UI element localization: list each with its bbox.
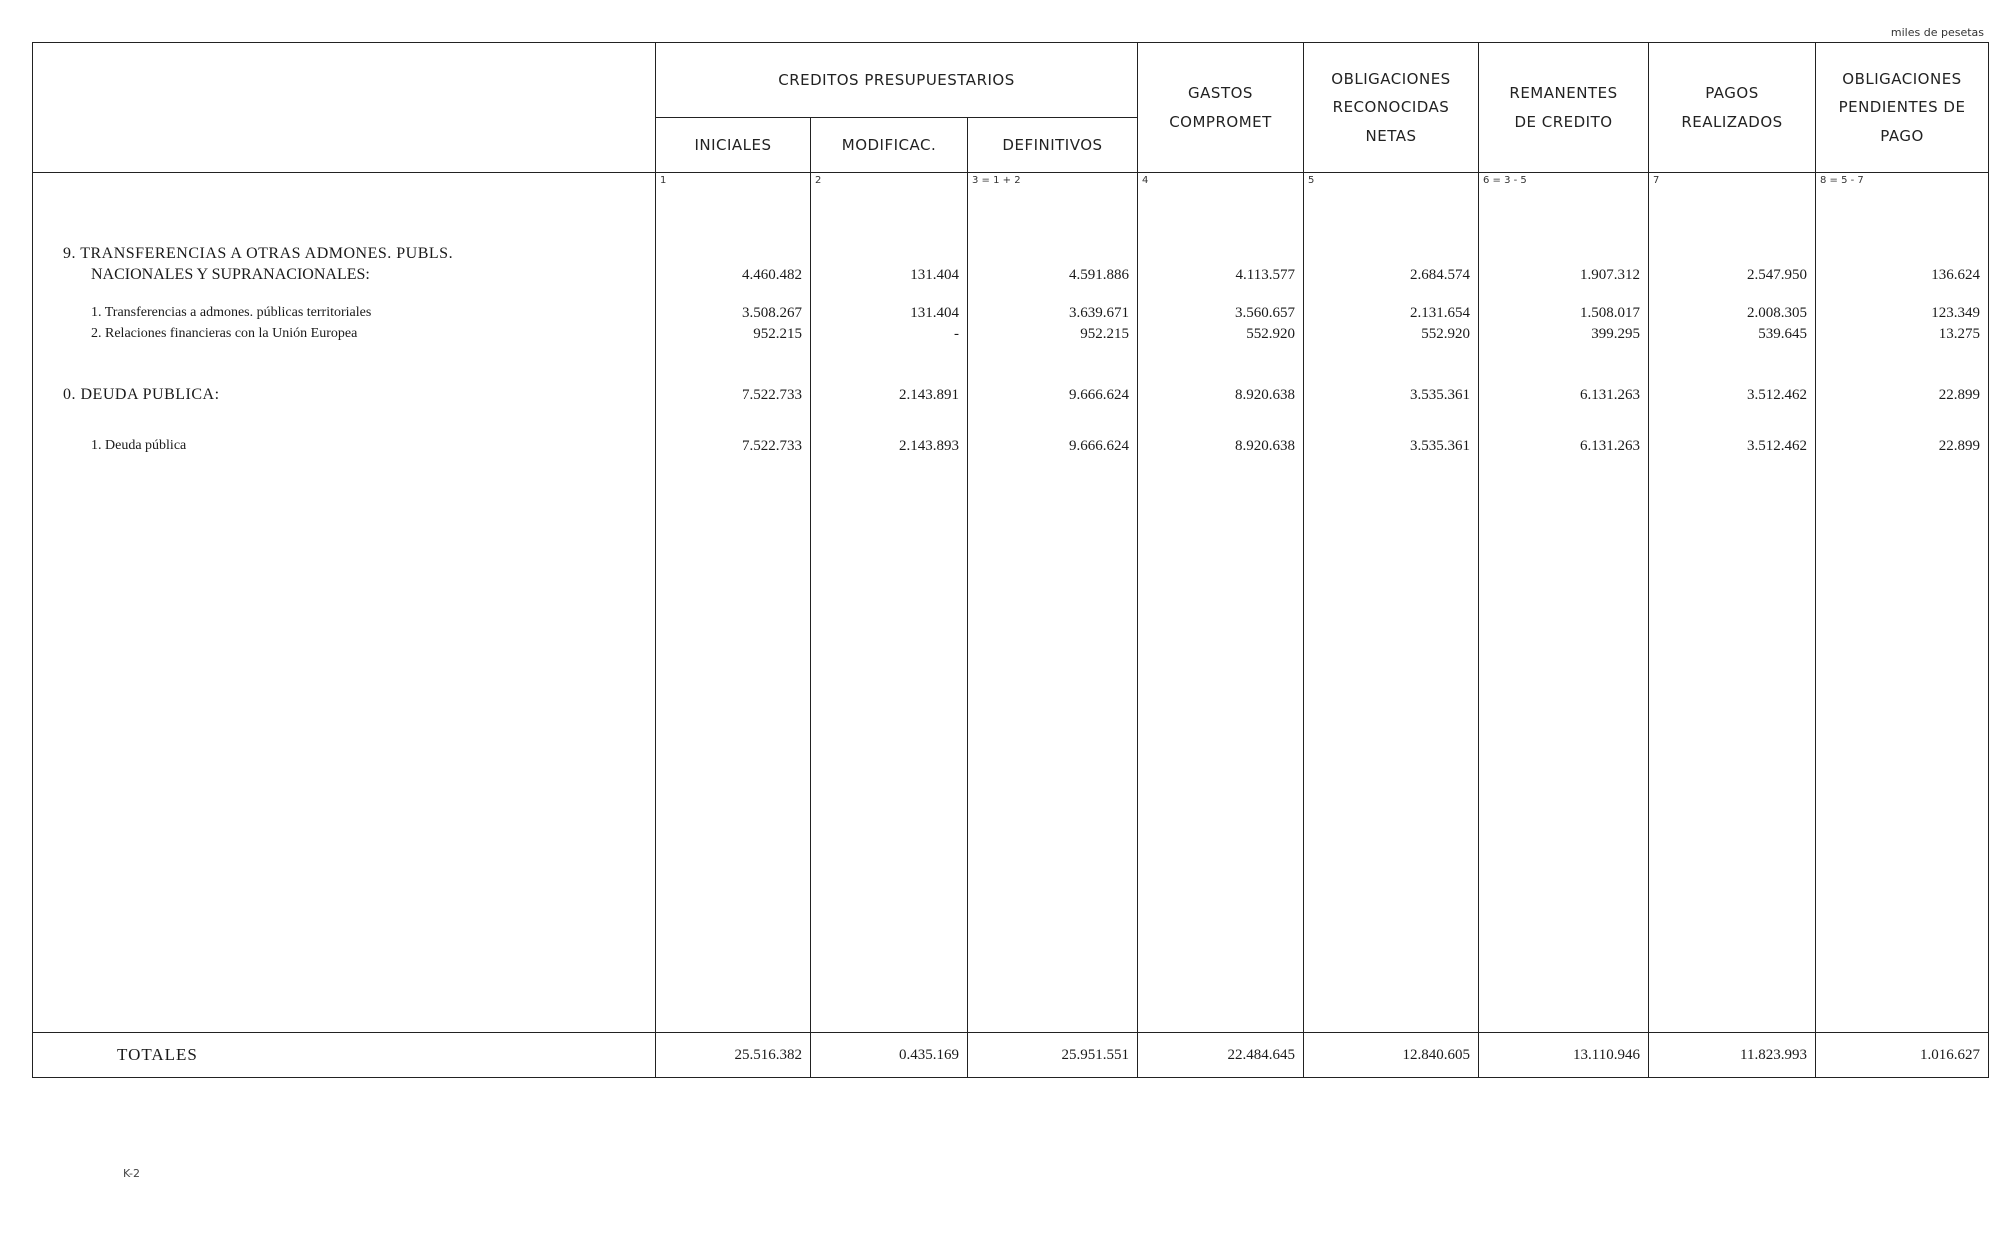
- budget-sheet: [32, 42, 1988, 1092]
- col-gastos: [1138, 173, 1304, 1033]
- row-chapter-9-cont: [33, 264, 655, 286]
- total-pendientes: 1.016.627: [1816, 1033, 1989, 1078]
- cell-value: 3.535.361: [1410, 387, 1470, 403]
- col-number: 1: [660, 175, 667, 186]
- pendientes-header: OBLIGACIONES PENDIENTES DE PAGO: [1816, 43, 1989, 173]
- col-number: 7: [1653, 175, 1660, 186]
- cell-value: 399.295: [1591, 326, 1640, 342]
- cell-value: 2.143.893: [899, 438, 959, 454]
- cell-value: 552.920: [1421, 326, 1470, 342]
- total-definitivos: 25.951.551: [968, 1033, 1138, 1078]
- units-note: miles de pesetas: [1890, 26, 1984, 39]
- total-iniciales: 25.516.382: [656, 1033, 811, 1078]
- cell-value: 3.508.267: [742, 305, 802, 321]
- cell-value: 2.008.305: [1747, 305, 1807, 321]
- cell-value: 539.645: [1758, 326, 1807, 342]
- description-column: [33, 173, 656, 1033]
- col-obligaciones: [1304, 173, 1479, 1033]
- row-chapter-9: [33, 243, 655, 265]
- chapter-9-label-cont: NACIONALES Y SUPRANACIONALES:: [91, 266, 370, 283]
- totals-row: [33, 1033, 1989, 1078]
- cell-value: 2.547.950: [1747, 267, 1807, 283]
- cell-value: 952.215: [1080, 326, 1129, 342]
- col-number: 8 = 5 - 7: [1820, 175, 1864, 186]
- cell-value: 6.131.263: [1580, 387, 1640, 403]
- iniciales-header: INICIALES: [656, 118, 811, 173]
- cell-value: 2.131.654: [1410, 305, 1470, 321]
- cell-value: 552.920: [1246, 326, 1295, 342]
- pagos-header: PAGOS REALIZADOS: [1649, 43, 1816, 173]
- modificac-header: MODIFICAC.: [811, 118, 968, 173]
- cell-value: 2.143.891: [899, 387, 959, 403]
- cell-value: 1.907.312: [1580, 267, 1640, 283]
- totals-label: TOTALES: [33, 1033, 656, 1078]
- body-row: [33, 173, 1989, 1033]
- cell-value: 3.512.462: [1747, 387, 1807, 403]
- cell-value: 8.920.638: [1235, 387, 1295, 403]
- chapter-9-label: 9. TRANSFERENCIAS A OTRAS ADMONES. PUBLS.: [63, 245, 454, 262]
- cell-value: 8.920.638: [1235, 438, 1295, 454]
- cell-value: 4.113.577: [1235, 267, 1295, 283]
- cell-value: 22.899: [1938, 387, 1980, 403]
- cell-value: 1.508.017: [1580, 305, 1640, 321]
- cell-value: 13.275: [1938, 326, 1980, 342]
- row-deuda: [33, 435, 655, 457]
- cell-value: 952.215: [753, 326, 802, 342]
- cell-value: 3.560.657: [1235, 305, 1295, 321]
- col-number: 2: [815, 175, 822, 186]
- col-pendientes: [1816, 173, 1989, 1033]
- col-number: 3 = 1 + 2: [972, 175, 1021, 186]
- row-transferencias: [33, 302, 655, 324]
- cell-value: 7.522.733: [742, 387, 802, 403]
- col-pagos: [1649, 173, 1816, 1033]
- col-number: 5: [1308, 175, 1315, 186]
- description-header: [33, 43, 656, 173]
- cell-value: 131.404: [910, 267, 959, 283]
- cell-value: 2.684.574: [1410, 267, 1470, 283]
- col-definitivos: [968, 173, 1138, 1033]
- creditos-header: CREDITOS PRESUPUESTARIOS: [656, 43, 1138, 118]
- budget-table: [32, 42, 1989, 1078]
- cell-value: -: [954, 326, 959, 342]
- col-modificac: [811, 173, 968, 1033]
- obligaciones-header: OBLIGACIONES RECONOCIDAS NETAS: [1304, 43, 1479, 173]
- cell-value: 6.131.263: [1580, 438, 1640, 454]
- row-chapter-0: [33, 384, 655, 406]
- cell-value: 3.535.361: [1410, 438, 1470, 454]
- total-gastos: 22.484.645: [1138, 1033, 1304, 1078]
- cell-value: 7.522.733: [742, 438, 802, 454]
- cell-value: 131.404: [910, 305, 959, 321]
- gastos-header: GASTOS COMPROMET: [1138, 43, 1304, 173]
- col-number: 4: [1142, 175, 1149, 186]
- total-pagos: 11.823.993: [1649, 1033, 1816, 1078]
- definitivos-header: DEFINITIVOS: [968, 118, 1138, 173]
- cell-value: 3.512.462: [1747, 438, 1807, 454]
- chapter-0-label: 0. DEUDA PUBLICA:: [63, 386, 220, 403]
- cell-value: 3.639.671: [1069, 305, 1129, 321]
- col-remanentes: [1479, 173, 1649, 1033]
- cell-value: 9.666.624: [1069, 387, 1129, 403]
- cell-value: 4.591.886: [1069, 267, 1129, 283]
- cell-value: 123.349: [1931, 305, 1980, 321]
- transferencias-label: 1. Transferencias a admones. públicas territoriales: [91, 305, 372, 320]
- remanentes-header: REMANENTES DE CREDITO: [1479, 43, 1649, 173]
- deuda-label: 1. Deuda pública: [91, 438, 187, 453]
- header-row-1: [33, 43, 1989, 118]
- cell-value: 9.666.624: [1069, 438, 1129, 454]
- cell-value: 136.624: [1931, 267, 1980, 283]
- relaciones-label: 2. Relaciones financieras con la Unión Europea: [91, 326, 358, 341]
- total-modificac: 0.435.169: [811, 1033, 968, 1078]
- total-remanentes: 13.110.946: [1479, 1033, 1649, 1078]
- col-iniciales: [656, 173, 811, 1033]
- footer-code: K-2: [123, 1167, 141, 1180]
- total-obligaciones: 12.840.605: [1304, 1033, 1479, 1078]
- cell-value: 22.899: [1938, 438, 1980, 454]
- cell-value: 4.460.482: [742, 267, 802, 283]
- row-relaciones: [33, 323, 655, 345]
- col-number: 6 = 3 - 5: [1483, 175, 1527, 186]
